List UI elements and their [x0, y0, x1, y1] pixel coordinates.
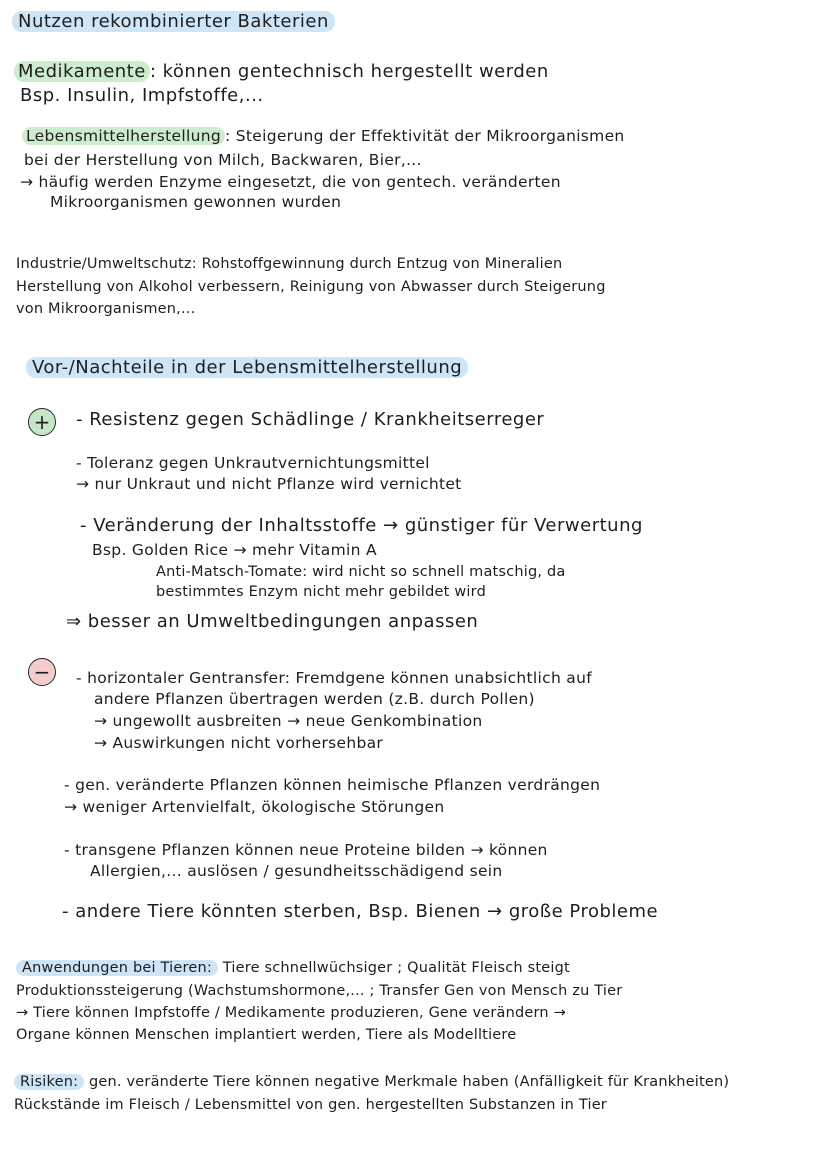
industrie-line3: von Mikroorganismen,... — [16, 301, 196, 317]
risiken-line2: Rückstände im Fleisch / Lebensmittel von gen. hergestellten Substanzen in Tier — [14, 1097, 607, 1113]
con-gentransfer-detail: andere Pflanzen übertragen werden (z.B. durch Pollen) — [94, 690, 535, 708]
con-gentransfer: - horizontaler Gentransfer: Fremdgene können unabsichtlich auf — [76, 669, 592, 687]
medikamente-label: Medikamente — [14, 61, 150, 82]
vornachteile-title: Vor-/Nachteile in der Lebensmittelherstellung — [26, 358, 468, 378]
tiere-text: Tiere schnellwüchsiger ; Qualität Fleisch steigt — [217, 960, 570, 976]
con-gentransfer-effects: → Auswirkungen nicht vorhersehbar — [94, 734, 384, 752]
risiken-label: Risiken: — [14, 1074, 84, 1090]
con-allergien: Allergien,... auslösen / gesundheitsschädigend sein — [90, 862, 503, 880]
pro-toleranz: - Toleranz gegen Unkrautvernichtungsmittel — [76, 454, 430, 472]
lebensmittel-label: Lebensmittelherstellung — [22, 127, 225, 145]
con-gentransfer-spread: → ungewollt ausbreiten → neue Genkombination — [94, 712, 483, 730]
con-bienen: - andere Tiere könnten sterben, Bsp. Bienen → große Probleme — [62, 901, 659, 922]
tiere-line1 — [16, 958, 570, 978]
lebensmittel-line1 — [22, 126, 625, 146]
minus-icon: − — [28, 658, 56, 686]
pro-toleranz-detail: → nur Unkraut und nicht Pflanze wird vernichtet — [76, 475, 462, 493]
industrie-line1: Industrie/Umweltschutz: Rohstoffgewinnung durch Entzug von Mineralien — [16, 256, 563, 272]
pro-anti-matsch: Anti-Matsch-Tomate: wird nicht so schnell matschig, da — [156, 564, 566, 580]
medikamente-text: : können gentechnisch hergestellt werden — [149, 61, 549, 82]
pro-inhaltsstoffe: - Veränderung der Inhaltsstoffe → günstiger für Verwertung — [80, 515, 643, 536]
tiere-label: Anwendungen bei Tieren: — [16, 960, 218, 976]
lebensmittel-text: : Steigerung der Effektivität der Mikroorganismen — [225, 127, 625, 145]
lebensmittel-line2: bei der Herstellung von Milch, Backwaren, Bier,... — [24, 151, 422, 169]
con-proteine: - transgene Pflanzen können neue Proteine bilden → können — [64, 841, 548, 859]
pro-golden-rice: Bsp. Golden Rice → mehr Vitamin A — [92, 541, 377, 559]
lebensmittel-line3: → häufig werden Enzyme eingesetzt, die von gentech. veränderten — [20, 173, 561, 191]
risiken-text: gen. veränderte Tiere können negative Merkmale haben (Anfälligkeit für Krankheiten) — [84, 1074, 730, 1090]
con-artenvielfalt: → weniger Artenvielfalt, ökologische Störungen — [64, 798, 445, 816]
pro-conclusion: ⇒ besser an Umweltbedingungen anpassen — [66, 611, 479, 632]
tiere-line3: → Tiere können Impfstoffe / Medikamente produzieren, Gene verändern → — [16, 1005, 566, 1021]
medikamente-line — [14, 62, 549, 82]
tiere-line4: Organe können Menschen implantiert werden, Tiere als Modelltiere — [16, 1027, 517, 1043]
lebensmittel-line4: Mikroorganismen gewonnen wurden — [50, 193, 342, 211]
risiken-line1 — [14, 1072, 729, 1092]
tiere-line2: Produktionssteigerung (Wachstumshormone,... ; Transfer Gen von Mensch zu Tier — [16, 983, 623, 999]
industrie-line2: Herstellung von Alkohol verbessern, Reinigung von Abwasser durch Steigerung — [16, 279, 606, 295]
plus-icon: + — [28, 408, 56, 436]
page-title: Nutzen rekombinierter Bakterien — [12, 12, 335, 32]
medikamente-example: Bsp. Insulin, Impfstoffe,... — [20, 85, 264, 106]
con-verdraengen: - gen. veränderte Pflanzen können heimische Pflanzen verdrängen — [64, 776, 601, 794]
pro-resistenz: - Resistenz gegen Schädlinge / Krankheitserreger — [76, 409, 545, 430]
pro-anti-matsch-detail: bestimmtes Enzym nicht mehr gebildet wird — [156, 584, 486, 600]
